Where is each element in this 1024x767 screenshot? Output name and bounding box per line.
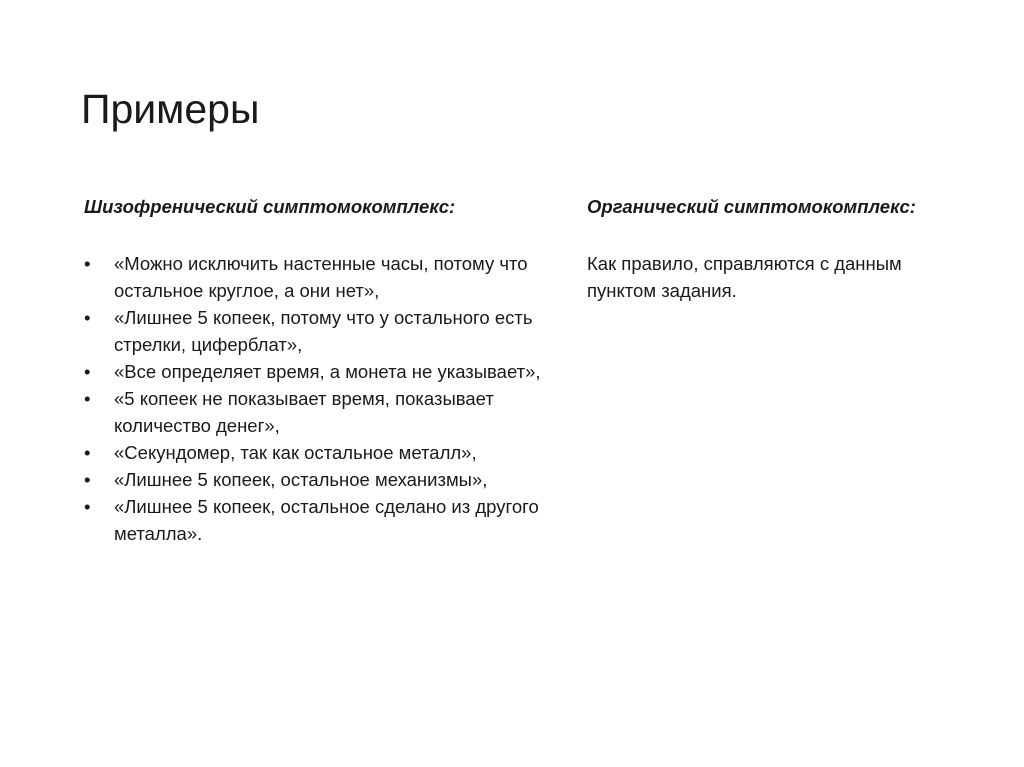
list-item: • «Все определяет время, а монета не указывает», <box>84 358 544 385</box>
list-item: • «Можно исключить настенные часы, потому что остальное круглое, а они нет», <box>84 250 544 304</box>
left-column <box>84 193 544 547</box>
list-item: • «Лишнее 5 копеек, потому что у остального есть стрелки, циферблат», <box>84 304 544 358</box>
right-column-text: Как правило, справляются с данным пунктом задания. <box>587 253 902 301</box>
list-item: • «5 копеек не показывает время, показывает количество денег», <box>84 385 544 439</box>
list-item: • «Секундомер, так как остальное металл», <box>84 439 544 466</box>
left-column-heading: Шизофренический симптомокомплекс: <box>84 196 456 217</box>
slide-title: Примеры <box>81 86 260 132</box>
right-column <box>587 193 967 304</box>
list-item: • «Лишнее 5 копеек, остальное механизмы», <box>84 466 544 493</box>
right-column-heading: Органический симптомокомплекс: <box>587 196 916 217</box>
list-item: • «Лишнее 5 копеек, остальное сделано из другого металла». <box>84 493 544 547</box>
left-bullet-list <box>84 250 544 547</box>
